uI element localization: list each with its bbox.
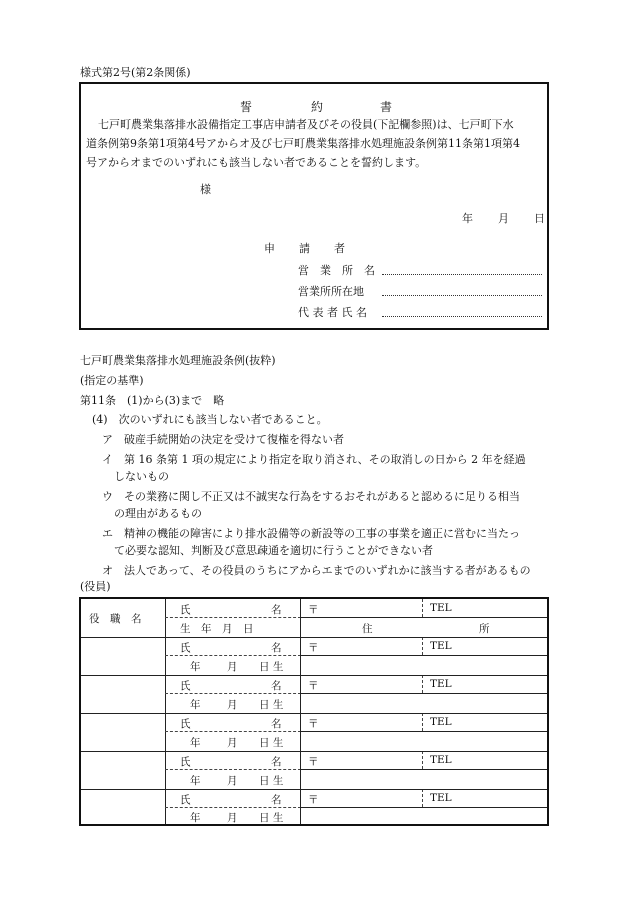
tel-label: TEL bbox=[430, 792, 452, 804]
field-office-label: 営 業 所 名 bbox=[298, 264, 375, 277]
postal-mark: 〒 bbox=[308, 680, 319, 692]
position-header: 役 職 名 bbox=[89, 613, 142, 625]
oath-title-char-2: 約 bbox=[311, 100, 324, 114]
row-divider bbox=[81, 637, 547, 638]
row-divider bbox=[81, 713, 547, 714]
row-divider bbox=[165, 617, 301, 618]
row-divider bbox=[300, 655, 547, 656]
row-divider bbox=[81, 751, 547, 752]
birth-year-label: 年 bbox=[190, 812, 201, 824]
excerpt-item-e-line1: エ 精神の機能の障害により排水設備等の新設等の工事の事業を適正に営むに当たっ bbox=[102, 527, 520, 540]
col-divider-position bbox=[165, 599, 166, 824]
postal-mark: 〒 bbox=[308, 642, 319, 654]
row-divider bbox=[165, 769, 301, 770]
excerpt-item-i-line1: イ 第 16 条第 1 項の規定により指定を取り消され、その取消しの日から 2 年を経過 bbox=[102, 453, 526, 466]
addressee-suffix: 様 bbox=[200, 183, 211, 196]
tel-label: TEL bbox=[430, 754, 452, 766]
date-month-label: 月 bbox=[498, 212, 509, 225]
oath-body-line-1: 七戸町農業集落排水設備指定工事店申請者及びその役員(下記欄参照)は、七戸町下水 bbox=[98, 118, 514, 131]
birth-year-label: 年 bbox=[190, 661, 201, 673]
name-label-family: 氏 bbox=[180, 642, 191, 654]
field-office-line[interactable] bbox=[382, 274, 542, 275]
excerpt-item-u-line2: の理由があるもの bbox=[114, 507, 202, 520]
birth-month-label: 月 bbox=[227, 661, 238, 673]
row-divider bbox=[300, 617, 547, 618]
row-divider bbox=[165, 807, 301, 808]
tel-label: TEL bbox=[430, 640, 452, 652]
excerpt-subtitle: (指定の基準) bbox=[80, 374, 144, 387]
row-divider bbox=[81, 789, 547, 790]
birth-month-label: 月 bbox=[227, 812, 238, 824]
birth-month-label: 月 bbox=[227, 737, 238, 749]
name-label-given: 名 bbox=[271, 642, 282, 654]
name-label-given: 名 bbox=[271, 794, 282, 806]
birth-month-label: 月 bbox=[227, 775, 238, 787]
roster-section-label: (役員) bbox=[80, 580, 111, 593]
name-label-family: 氏 bbox=[180, 718, 191, 730]
excerpt-item-a: ア 破産手続開始の決定を受けて復権を得ない者 bbox=[102, 433, 344, 446]
birth-month-label: 月 bbox=[227, 699, 238, 711]
address-header-left: 住 bbox=[362, 623, 373, 635]
oath-body-line-2: 道条例第9条第1項第4号アからオ及び七戸町農業集落排水処理施設条例第11条第1項第4 bbox=[86, 137, 520, 150]
col-divider-name bbox=[300, 599, 301, 824]
oath-title-char-3: 書 bbox=[380, 100, 393, 114]
date-day-label: 日 bbox=[534, 212, 545, 225]
birth-day-label: 日 生 bbox=[259, 661, 284, 673]
excerpt-title: 七戸町農業集落排水処理施設条例(抜粋) bbox=[80, 354, 276, 367]
name-label-family: 氏 bbox=[180, 680, 191, 692]
excerpt-item-o: オ 法人であって、その役員のうちにアからエまでのいずれかに該当する者があるもの bbox=[102, 564, 531, 577]
name-label-given: 名 bbox=[271, 756, 282, 768]
excerpt-article: 第11条 (1)から(3)まで 略 bbox=[80, 394, 225, 407]
tel-label: TEL bbox=[430, 716, 452, 728]
row-divider bbox=[300, 807, 547, 808]
excerpt-item-e-line2: て必要な認知、判断及び意思疎通を適切に行うことができない者 bbox=[114, 544, 433, 557]
birth-day-label: 日 生 bbox=[259, 737, 284, 749]
name-label-given: 名 bbox=[271, 680, 282, 692]
birth-year-label: 年 bbox=[190, 737, 201, 749]
col-divider-tel-6 bbox=[422, 789, 423, 807]
date-year-label: 年 bbox=[462, 212, 473, 225]
excerpt-item-i-line2: しないもの bbox=[114, 470, 169, 483]
row-divider bbox=[165, 693, 301, 694]
birth-day-label: 日 生 bbox=[259, 699, 284, 711]
field-address-line[interactable] bbox=[382, 295, 542, 296]
postal-mark: 〒 bbox=[308, 718, 319, 730]
name-label-given: 名 bbox=[271, 604, 282, 616]
col-divider-tel-4 bbox=[422, 713, 423, 731]
oath-title-char-1: 誓 bbox=[240, 100, 253, 114]
row-divider bbox=[300, 769, 547, 770]
applicant-char-3: 者 bbox=[334, 242, 345, 255]
row-divider bbox=[300, 731, 547, 732]
postal-mark: 〒 bbox=[308, 604, 319, 616]
field-representative-label: 代 表 者 氏 名 bbox=[298, 306, 367, 319]
col-divider-tel-5 bbox=[422, 751, 423, 769]
name-label-given: 名 bbox=[271, 718, 282, 730]
birth-header: 生 年 月 日 bbox=[180, 623, 254, 635]
tel-label: TEL bbox=[430, 602, 452, 614]
name-label-family: 氏 bbox=[180, 604, 191, 616]
officer-roster-table bbox=[79, 597, 549, 826]
row-divider bbox=[165, 731, 301, 732]
row-divider bbox=[81, 675, 547, 676]
excerpt-item-4: (4) 次のいずれにも該当しない者であること。 bbox=[92, 413, 328, 426]
row-divider bbox=[165, 655, 301, 656]
address-header-right: 所 bbox=[479, 623, 490, 635]
birth-day-label: 日 生 bbox=[259, 812, 284, 824]
row-divider bbox=[300, 693, 547, 694]
birth-day-label: 日 生 bbox=[259, 775, 284, 787]
excerpt-item-u-line1: ウ その業務に関し不正又は不誠実な行為をするおそれがあると認めるに足りる相当 bbox=[102, 490, 520, 503]
name-label-family: 氏 bbox=[180, 756, 191, 768]
col-divider-tel-1 bbox=[422, 599, 423, 617]
name-label-family: 氏 bbox=[180, 794, 191, 806]
field-address-label: 営業所所在地 bbox=[298, 285, 364, 298]
field-representative-line[interactable] bbox=[382, 316, 542, 317]
birth-year-label: 年 bbox=[190, 699, 201, 711]
birth-year-label: 年 bbox=[190, 775, 201, 787]
postal-mark: 〒 bbox=[308, 794, 319, 806]
oath-body-line-3: 号アからオまでのいずれにも該当しない者であることを誓約します。 bbox=[86, 156, 427, 169]
col-divider-tel-3 bbox=[422, 675, 423, 693]
applicant-char-1: 申 bbox=[264, 242, 275, 255]
form-number-label: 様式第2号(第2条関係) bbox=[80, 66, 191, 79]
postal-mark: 〒 bbox=[308, 756, 319, 768]
col-divider-tel-2 bbox=[422, 637, 423, 655]
tel-label: TEL bbox=[430, 678, 452, 690]
applicant-char-2: 請 bbox=[299, 242, 310, 255]
